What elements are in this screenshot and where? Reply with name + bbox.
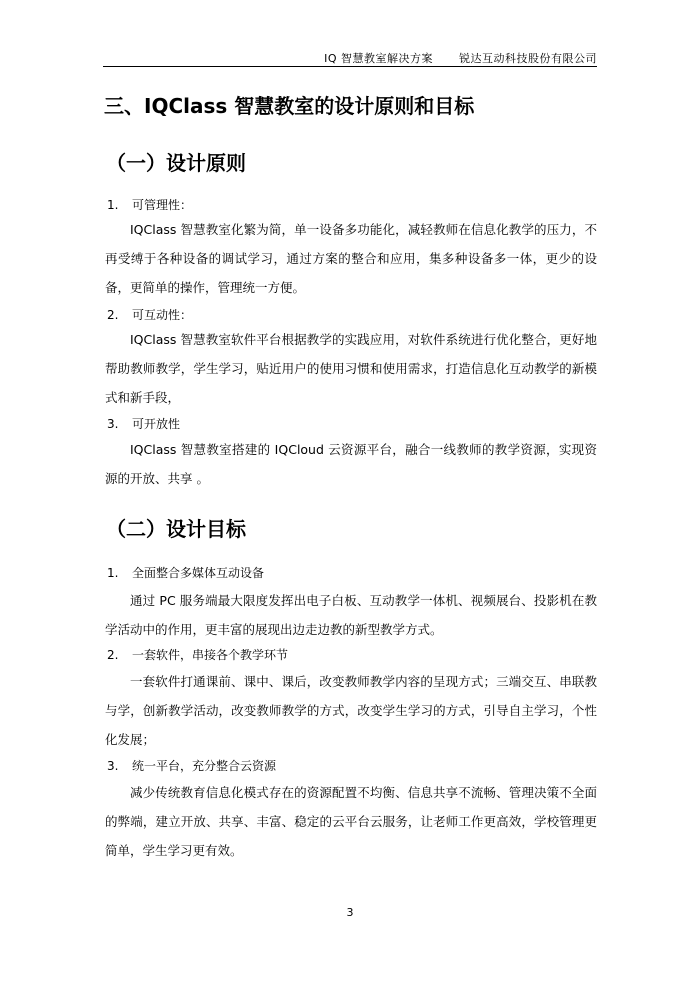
header-doc-title: IQ 智慧教室解决方案: [324, 52, 433, 65]
principle-item-1: [107, 196, 192, 213]
principle-paragraph-2: IQClass 智慧教室软件平台根据教学的实践应用，对软件系统进行优化整合，更好地帮助教师教学，学生学习，贴近用户的使用习惯和使用需求，打造信息化互动教学的新模式和新手段，: [105, 332, 597, 405]
item-number: 1.: [107, 198, 119, 212]
item-number: 3.: [107, 759, 119, 773]
item-number: 2.: [107, 308, 119, 322]
item-number: 1.: [107, 566, 119, 580]
header-company: 锐达互动科技股份有限公司: [459, 52, 597, 65]
item-label: 全面整合多媒体互动设备: [132, 566, 265, 580]
item-number: 3.: [107, 417, 119, 431]
goal-item-1: [107, 564, 264, 581]
principle-item-3: [107, 415, 180, 432]
principle-paragraph-1: IQClass 智慧教室化繁为简，单一设备多功能化，减轻教师在信息化教学的压力，不再受缚于各种设备的调试学习，通过方案的整合和应用，集多种设备多一体，更少的设备，更简单的操作，管理统一方便。: [105, 222, 597, 295]
principle-item-2: [107, 306, 192, 323]
principle-paragraph-3: IQClass 智慧教室搭建的 IQCloud 云资源平台，融合一线教师的教学资源，实现资源的开放、共享 。: [105, 442, 597, 486]
page-header: [103, 50, 597, 66]
goal-item-2: [107, 646, 288, 663]
subsection-title-principles: （一）设计原则: [106, 151, 246, 175]
goal-item-3: [107, 757, 276, 774]
item-label: 可互动性：: [132, 308, 193, 322]
subsection-title-goals: （二）设计目标: [106, 517, 246, 541]
section-title: 三、IQClass 智慧教室的设计原则和目标: [104, 94, 475, 118]
page-number: 3: [346, 906, 354, 919]
item-label: 统一平台，充分整合云资源: [132, 759, 277, 773]
item-label: 可管理性：: [132, 198, 193, 212]
header-rule: [103, 66, 597, 67]
item-number: 2.: [107, 648, 119, 662]
goal-paragraph-2: 一套软件打通课前、课中、课后，改变教师教学内容的呈现方式；三端交互、串联教与学，创新教学活动，改变教师教学的方式，改变学生学习的方式，引导自主学习，个性化发展；: [105, 674, 597, 747]
item-label: 一套软件，串接各个教学环节: [132, 648, 289, 662]
goal-paragraph-3: 减少传统教育信息化模式存在的资源配置不均衡、信息共享不流畅、管理决策不全面的弊端，建立开放、共享、丰富、稳定的云平台云服务，让老师工作更高效，学校管理更简单，学生学习更有效。: [105, 785, 597, 858]
goal-paragraph-1: 通过 PC 服务端最大限度发挥出电子白板、互动教学一体机、视频展台、投影机在教学活动中的作用，更丰富的展现出边走边教的新型教学方式。: [105, 593, 597, 637]
item-label: 可开放性: [132, 417, 181, 431]
